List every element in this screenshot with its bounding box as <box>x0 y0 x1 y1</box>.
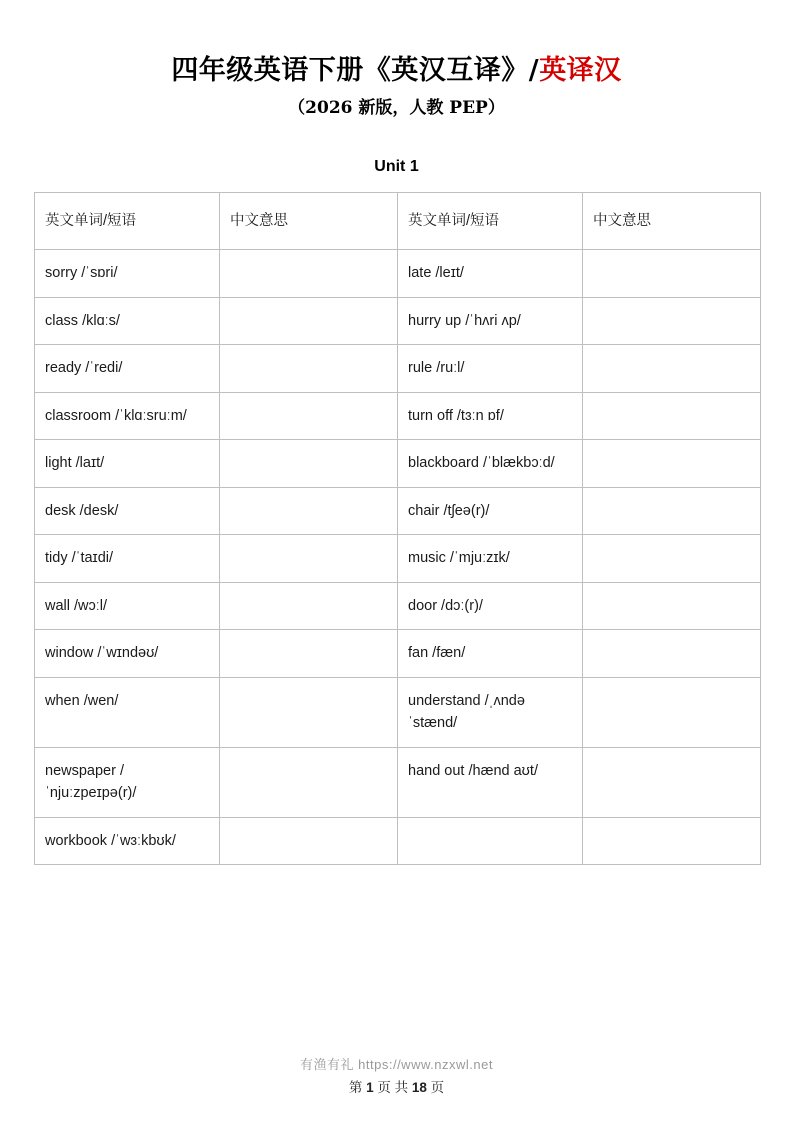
column-header-english-2: 英文单词/短语 <box>398 193 583 250</box>
cell-chinese-left[interactable] <box>220 297 398 344</box>
cell-chinese-left[interactable] <box>220 487 398 534</box>
cell-english-left: wall /wɔːl/ <box>35 582 220 629</box>
cell-chinese-right[interactable] <box>583 535 761 582</box>
column-header-chinese-1: 中文意思 <box>220 193 398 250</box>
cell-chinese-left[interactable] <box>220 677 398 747</box>
cell-english-right: rule /ruːl/ <box>398 345 583 392</box>
unit-heading: Unit 1 <box>374 158 419 175</box>
cell-chinese-left[interactable] <box>220 817 398 864</box>
cell-english-right: understand /ˌʌndəˈstænd/ <box>398 677 583 747</box>
cell-chinese-right[interactable] <box>583 440 761 487</box>
cell-english-left: desk /desk/ <box>35 487 220 534</box>
cell-english-right <box>398 817 583 864</box>
cell-english-right: chair /tʃeə(r)/ <box>398 487 583 534</box>
table-row <box>35 535 761 582</box>
watermark-text: 有渔有礼 https://www.nzxwl.net <box>300 1057 493 1072</box>
cell-english-right: hurry up /ˈhʌri ʌp/ <box>398 297 583 344</box>
cell-chinese-right[interactable] <box>583 345 761 392</box>
cell-english-left: workbook /ˈwɜːkbʊk/ <box>35 817 220 864</box>
cell-english-right: fan /fæn/ <box>398 630 583 677</box>
page-number <box>0 1076 793 1096</box>
cell-chinese-right[interactable] <box>583 582 761 629</box>
cell-chinese-left[interactable] <box>220 440 398 487</box>
cell-english-left: light /laɪt/ <box>35 440 220 487</box>
cell-chinese-left[interactable] <box>220 535 398 582</box>
cell-english-left: sorry /ˈsɒri/ <box>35 250 220 297</box>
cell-chinese-right[interactable] <box>583 250 761 297</box>
cell-chinese-left[interactable] <box>220 250 398 297</box>
cell-english-left: window /ˈwɪndəʊ/ <box>35 630 220 677</box>
page-number-suffix: 页 <box>426 1080 445 1095</box>
table-row <box>35 392 761 439</box>
page-number-total: 18 <box>411 1080 427 1095</box>
cell-chinese-right[interactable] <box>583 487 761 534</box>
vocabulary-table <box>34 192 761 865</box>
page-number-prefix: 第 <box>348 1080 367 1095</box>
cell-english-left: newspaper /ˈnjuːzpeɪpə(r)/ <box>35 747 220 817</box>
page-footer <box>0 1054 793 1096</box>
cell-english-right: late /leɪt/ <box>398 250 583 297</box>
page-title-main: 四年级英语下册《英汉互译》/ <box>171 55 540 86</box>
table-row <box>35 817 761 864</box>
table-row <box>35 250 761 297</box>
cell-english-right: hand out /hænd aʊt/ <box>398 747 583 817</box>
cell-chinese-right[interactable] <box>583 392 761 439</box>
table-row <box>35 747 761 817</box>
page-title-accent: 英译汉 <box>539 55 622 86</box>
cell-english-right: blackboard /ˈblækbɔːd/ <box>398 440 583 487</box>
cell-english-left: ready /ˈredi/ <box>35 345 220 392</box>
table-row <box>35 630 761 677</box>
page-number-middle: 页 共 <box>373 1080 412 1095</box>
cell-chinese-right[interactable] <box>583 297 761 344</box>
table-header-row <box>35 193 761 250</box>
column-header-english-1: 英文单词/短语 <box>35 193 220 250</box>
table-body <box>35 250 761 865</box>
table-row <box>35 487 761 534</box>
table-header <box>35 193 761 250</box>
cell-english-right: turn off /tɜːn ɒf/ <box>398 392 583 439</box>
cell-english-left: classroom /ˈklɑːsruːm/ <box>35 392 220 439</box>
cell-chinese-right[interactable] <box>583 630 761 677</box>
page-title <box>34 48 759 87</box>
cell-english-left: tidy /ˈtaɪdi/ <box>35 535 220 582</box>
cell-chinese-right[interactable] <box>583 817 761 864</box>
cell-chinese-left[interactable] <box>220 392 398 439</box>
table-row <box>35 677 761 747</box>
table-row <box>35 582 761 629</box>
table-row <box>35 297 761 344</box>
table-row <box>35 440 761 487</box>
cell-english-right: music /ˈmjuːzɪk/ <box>398 535 583 582</box>
cell-english-right: door /dɔː(r)/ <box>398 582 583 629</box>
cell-chinese-left[interactable] <box>220 345 398 392</box>
cell-english-left: class /klɑːs/ <box>35 297 220 344</box>
cell-chinese-left[interactable] <box>220 582 398 629</box>
cell-chinese-right[interactable] <box>583 747 761 817</box>
table-row <box>35 345 761 392</box>
page-number-current: 1 <box>366 1080 374 1095</box>
cell-chinese-left[interactable] <box>220 630 398 677</box>
cell-chinese-left[interactable] <box>220 747 398 817</box>
page-subtitle: （2026 新版，人教 PEP） <box>288 98 505 118</box>
column-header-chinese-2: 中文意思 <box>583 193 761 250</box>
cell-chinese-right[interactable] <box>583 677 761 747</box>
cell-english-left: when /wen/ <box>35 677 220 747</box>
